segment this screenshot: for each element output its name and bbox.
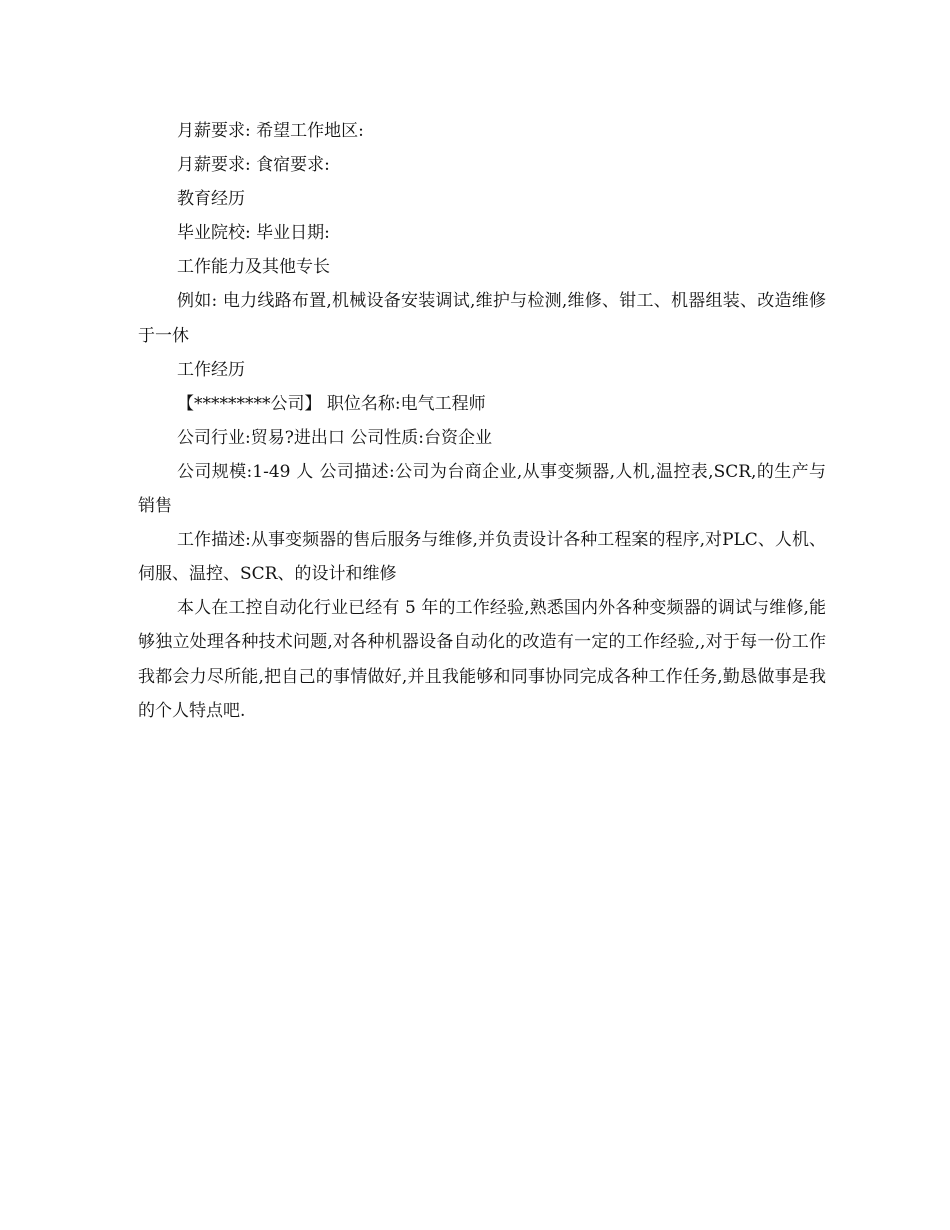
education-heading: 教育经历 bbox=[177, 189, 245, 210]
work-experience-heading: 工作经历 bbox=[177, 359, 245, 380]
job-description-paragraph: 工作描述:从事变频器的售后服务与维修,并负责设计各种工程案的程序,对PLC、人机、伺服、温控、SCR、的设计和维修 bbox=[138, 530, 826, 585]
skills-example-paragraph: 例如: 电力线路布置,机械设备安装调试,维护与检测,维修、钳工、机器组装、改造维修于一休 bbox=[138, 291, 826, 346]
salary-location-line: 月薪要求: 希望工作地区: bbox=[177, 121, 364, 141]
school-graduation-line: 毕业院校: 毕业日期: bbox=[177, 223, 330, 244]
document-body bbox=[138, 114, 826, 728]
company-scale-paragraph: 公司规模:1-49 人 公司描述:公司为台商企业,从事变频器,人机,温控表,SCR,的生产与销售 bbox=[138, 461, 826, 517]
skills-heading: 工作能力及其他专长 bbox=[177, 257, 330, 278]
company-industry-line: 公司行业:贸易?进出口 公司性质:台资企业 bbox=[177, 427, 492, 448]
salary-accommodation-line: 月薪要求: 食宿要求: bbox=[177, 155, 330, 176]
self-evaluation-paragraph: 本人在工控自动化行业已经有 5 年的工作经验,熟悉国内外各种变频器的调试与维修,能够独立处理各种技术问题,对各种机器设备自动化的改造有一定的工作经验,,对于每一份工作我都会力尽所能,把自己的事情做好,并且我能够和同事协同完成各种工作任务,勤恳做事是我的个人特点吧. bbox=[138, 598, 826, 721]
company-position-line: 【*********公司】 职位名称:电气工程师 bbox=[177, 393, 486, 414]
